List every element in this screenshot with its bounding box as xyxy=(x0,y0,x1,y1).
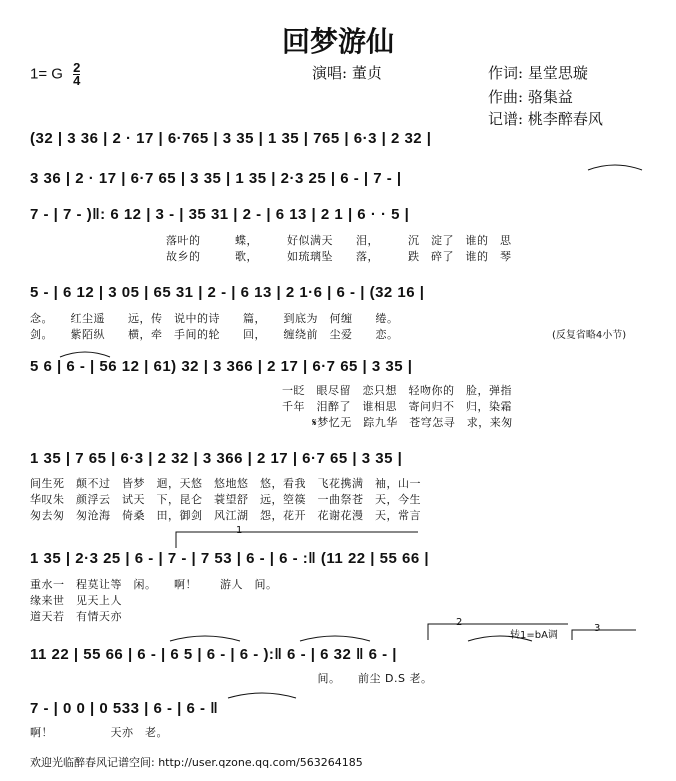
repeat-note: (反复省略4小节) xyxy=(552,330,627,341)
lyric-line: 一眨 眼尽留 恋只想 轻吻你的 脸，弹指 xyxy=(282,384,512,397)
volta-bracket xyxy=(176,532,418,548)
notation-row-3: 7 - | 7 - )‖: 6 12 | 3 - | 35 31 | 2 - | 6 13 | 2 1 | 6 · · 5 | xyxy=(30,206,410,223)
transcriber-credit: 记谱: 桃李醉春风 xyxy=(488,110,603,128)
lyric-line: 间。 前尘 D.S 老。 xyxy=(30,672,433,685)
notation-row-9: 7 - | 0 0 | 0 533 | 6 - | 6 - ‖ xyxy=(30,700,219,717)
notation-row-4: 5 - | 6 12 | 3 05 | 65 31 | 2 - | 6 13 | 2 1·6 | 6 - | (32 16 | xyxy=(30,284,425,301)
footer-credit: 欢迎光临醉春风记谱空间: http://user.qzone.qq.com/563264185 xyxy=(30,756,363,769)
slur-mark xyxy=(228,693,296,698)
notation-row-2: 3 36 | 2 · 17 | 6·7 65 | 3 35 | 1 35 | 2·3 25 | 6 - | 7 - | xyxy=(30,170,402,187)
lyric-line: 𝄋梦忆无 踪九华 苍穹怎寻 求，来匆 xyxy=(312,416,513,429)
slur-mark xyxy=(170,636,240,641)
slur-mark xyxy=(60,352,110,357)
notation-row-8: 11 22 | 55 66 | 6 - | 6 5 | 6 - | 6 - ):‖ 6 - | 6 32 ‖ 6 - | xyxy=(30,646,397,663)
lyric-line: 故乡的 歌， 如琉璃坠 落， 跌 碎了 谁的 琴 xyxy=(166,250,512,263)
volta-3-label: 3 xyxy=(594,623,601,634)
notation-row-6: 1 35 | 7 65 | 6·3 | 2 32 | 3 366 | 2 17 | 6·7 65 | 3 35 | xyxy=(30,450,403,467)
singer-credit: 演唱: 董贞 xyxy=(312,64,382,82)
notation-row-1: (32 | 3 36 | 2 · 17 | 6·765 | 3 35 | 1 35 | 765 | 6·3 | 2 32 | xyxy=(30,130,432,147)
lyric-line: 千年 泪醉了 谁相思 寄问归不 归，染霜 xyxy=(282,400,512,413)
lyric-line: 重水一 程莫让等 闲。 啊！ 游人 间。 xyxy=(30,578,278,591)
key-label: 1= G xyxy=(30,65,63,83)
slur-mark xyxy=(300,636,370,641)
lyric-line: 念。 红尘遥 远，传 说中的诗 篇， 到底为 何缠 绻。 xyxy=(30,312,399,325)
meter-bottom: 4 xyxy=(73,73,81,88)
lyric-line: 华叹朱 颜浮云 试天 下，昆仑 蓑望舒 远，箜篌 一曲祭苍 天，今生 xyxy=(30,493,421,506)
lyricist-credit: 作词: 星堂思璇 xyxy=(488,64,588,82)
lyric-line: 匆去匆 匆沧海 倚桑 田，御剑 风江湖 怨，花开 花谢花漫 天，常言 xyxy=(30,509,421,522)
song-title: 回梦游仙 xyxy=(281,25,394,58)
volta-2-label: 2 xyxy=(456,617,463,628)
lyric-line: 剑。 紫陌纵 横，牵 手间的轮 回， 缠绕前 尘爱 恋。 xyxy=(30,328,399,341)
lyric-line: 啊！ 天亦 老。 xyxy=(30,726,168,739)
lyric-line: 缘来世 见天上人 xyxy=(30,594,122,607)
volta-1-label: 1 xyxy=(236,525,243,536)
lyric-line: 落叶的 蝶， 好似满天 泪， 沉 淀了 谁的 思 xyxy=(166,234,512,247)
modulation-label: 转1=bA调 xyxy=(510,630,558,641)
slur-mark xyxy=(588,165,642,170)
notation-row-7: 1 35 | 2·3 25 | 6 - | 7 - | 7 53 | 6 - | 6 - :‖ (11 22 | 55 66 | xyxy=(30,550,430,567)
lyric-line: 道天若 有情天亦 xyxy=(30,610,122,623)
lyric-line: 间生死 颠不过 皆梦 迴，天悠 悠地悠 悠，看我 飞花携满 袖，山一 xyxy=(30,477,421,490)
meter-top: 2 xyxy=(73,60,81,75)
notation-row-5: 5 6 | 6 - | 56 12 | 61) 32 | 3 366 | 2 17 | 6·7 65 | 3 35 | xyxy=(30,358,413,375)
composer-credit: 作曲: 骆集益 xyxy=(488,88,573,106)
volta-bracket xyxy=(572,630,636,640)
